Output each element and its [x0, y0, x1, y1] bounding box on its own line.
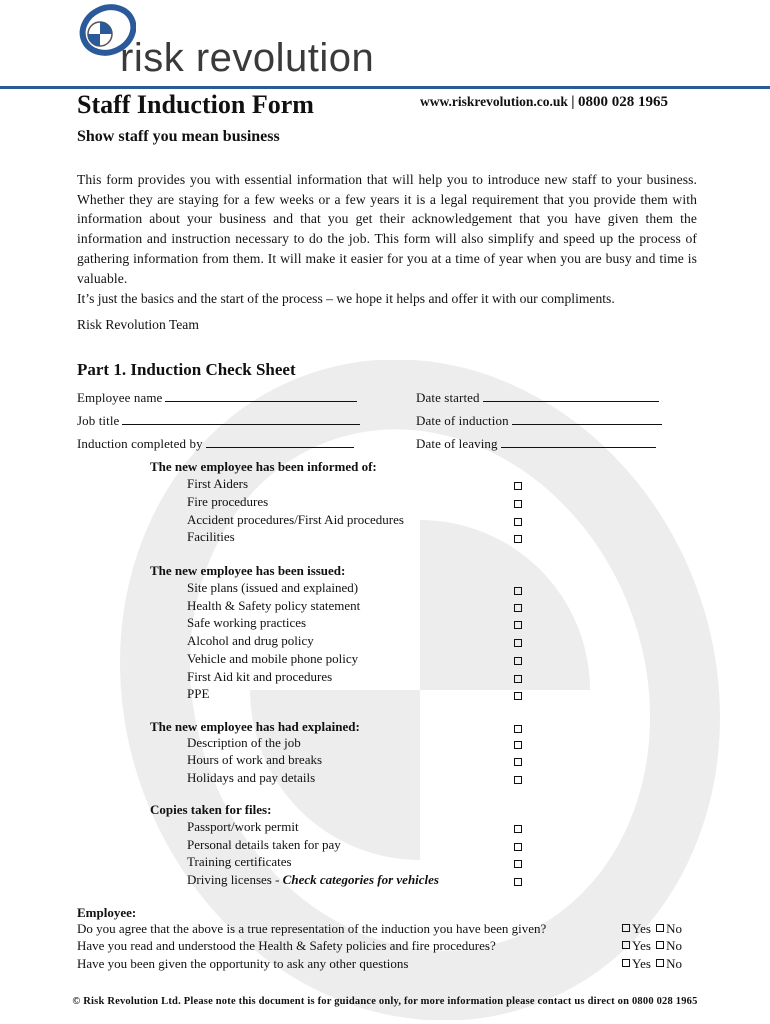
list-item: Description of the job — [187, 735, 301, 750]
list-item: Passport/work permit — [187, 819, 299, 834]
checkbox[interactable] — [514, 587, 522, 595]
date-of-leaving-label: Date of leaving — [416, 436, 498, 451]
no-label: No — [666, 938, 683, 953]
employee-name-line[interactable] — [165, 391, 357, 402]
issued-heading: The new employee has been issued: — [150, 563, 346, 578]
informed-heading: The new employee has been informed of: — [150, 459, 377, 474]
part1-title: Part 1. Induction Check Sheet — [77, 360, 296, 379]
list-item: Safe working practices — [187, 615, 307, 630]
yes-checkbox[interactable] — [622, 924, 630, 932]
contact-info — [420, 94, 668, 111]
footer-note: © Risk Revolution Ltd. Please note this document is for guidance only, for more information please contact us direct on 0800 028 1965 — [72, 996, 698, 1007]
yes-no-choice — [620, 921, 682, 937]
yes-checkbox[interactable] — [622, 941, 630, 949]
question-agree: Do you agree that the above is a true representation of the induction you have been given? — [77, 921, 547, 936]
date-of-leaving-field[interactable] — [416, 436, 656, 452]
yes-label: Yes — [632, 938, 651, 953]
checkbox[interactable] — [514, 825, 522, 833]
date-started-field[interactable] — [416, 390, 659, 406]
date-started-line[interactable] — [483, 391, 659, 402]
checkbox[interactable] — [514, 692, 522, 700]
question-read-policies: Have you read and understood the Health & Safety policies and fire procedures? — [77, 938, 496, 953]
yes-checkbox[interactable] — [622, 959, 630, 967]
checkbox[interactable] — [514, 758, 522, 766]
page-title: Staff Induction Form — [77, 90, 314, 119]
list-item: Fire procedures — [187, 494, 269, 509]
yes-no-choice — [620, 956, 682, 972]
logo-wordmark: risk revolution — [120, 36, 375, 80]
explained-heading: The new employee has had explained: — [150, 719, 360, 734]
employee-name-field[interactable] — [77, 390, 357, 406]
check-categories-note: Check categories for vehicles — [282, 872, 439, 887]
checkbox[interactable] — [514, 725, 522, 733]
website-link[interactable]: www.riskrevolution.co.uk — [420, 94, 568, 109]
phone-number: 0800 028 1965 — [577, 94, 668, 110]
checkbox[interactable] — [514, 878, 522, 886]
intro-paragraph: This form provides you with essential information that will help you to introduce new staff to your business. Whether they are staying for a few weeks or a few years it is a legal requirement that you provide them with information about your business and that you get their acknowledgement that you have given them the information and instruction necessary to do the job. This form will also simplify and speed up the process of gathering information from them. It will make it easier for you at a time of year when you are busy and time is valuable. — [77, 172, 697, 286]
no-checkbox[interactable] — [656, 941, 664, 949]
list-item: Site plans (issued and explained) — [187, 580, 359, 595]
checkbox[interactable] — [514, 604, 522, 612]
date-of-induction-field[interactable] — [416, 413, 662, 429]
list-item: Alcohol and drug policy — [187, 633, 314, 648]
team-signoff: Risk Revolution Team — [77, 317, 199, 332]
driving-licenses-label: Driving licenses - — [187, 872, 280, 887]
employee-name-label: Employee name — [77, 390, 163, 405]
checkbox[interactable] — [514, 482, 522, 490]
contact-separator: | — [571, 94, 575, 110]
no-checkbox[interactable] — [656, 959, 664, 967]
job-title-line[interactable] — [122, 414, 360, 425]
list-item: Vehicle and mobile phone policy — [187, 651, 359, 666]
list-item: First Aiders — [187, 476, 249, 491]
checkbox[interactable] — [514, 535, 522, 543]
checkbox[interactable] — [514, 843, 522, 851]
list-item: Training certificates — [187, 854, 292, 869]
checkbox[interactable] — [514, 675, 522, 683]
subtitle: Show staff you mean business — [77, 128, 280, 145]
list-item: Accident procedures/First Aid procedures — [187, 512, 404, 527]
list-item: First Aid kit and procedures — [187, 669, 333, 684]
checkbox[interactable] — [514, 860, 522, 868]
date-of-leaving-line[interactable] — [501, 437, 656, 448]
checkbox[interactable] — [514, 639, 522, 647]
basics-text: It’s just the basics and the start of the process – we hope it helps and offer it with our compliments. — [77, 291, 615, 306]
list-item: Holidays and pay details — [187, 770, 316, 785]
checkbox[interactable] — [514, 657, 522, 665]
checkbox[interactable] — [514, 518, 522, 526]
question-opportunity: Have you been given the opportunity to ask any other questions — [77, 956, 409, 971]
copies-heading: Copies taken for files: — [150, 802, 272, 817]
date-started-label: Date started — [416, 390, 480, 405]
date-of-induction-label: Date of induction — [416, 413, 509, 428]
induction-completed-by-line[interactable] — [206, 437, 354, 448]
no-checkbox[interactable] — [656, 924, 664, 932]
list-item: Health & Safety policy statement — [187, 598, 361, 613]
induction-completed-by-field[interactable] — [77, 436, 354, 452]
list-item — [187, 872, 439, 888]
list-item: Personal details taken for pay — [187, 837, 341, 852]
no-label: No — [666, 956, 683, 971]
yes-label: Yes — [632, 921, 651, 936]
checkbox[interactable] — [514, 500, 522, 508]
checkbox[interactable] — [514, 776, 522, 784]
header-rule — [0, 86, 770, 89]
list-item: PPE — [187, 686, 210, 701]
date-of-induction-line[interactable] — [512, 414, 662, 425]
yes-label: Yes — [632, 956, 651, 971]
list-item: Hours of work and breaks — [187, 752, 323, 767]
job-title-label: Job title — [77, 413, 120, 428]
job-title-field[interactable] — [77, 413, 360, 429]
checkbox[interactable] — [514, 741, 522, 749]
yes-no-choice — [620, 938, 682, 954]
list-item: Facilities — [187, 529, 235, 544]
induction-completed-by-label: Induction completed by — [77, 436, 203, 451]
employee-heading: Employee: — [77, 905, 137, 920]
checkbox[interactable] — [514, 621, 522, 629]
no-label: No — [666, 921, 683, 936]
